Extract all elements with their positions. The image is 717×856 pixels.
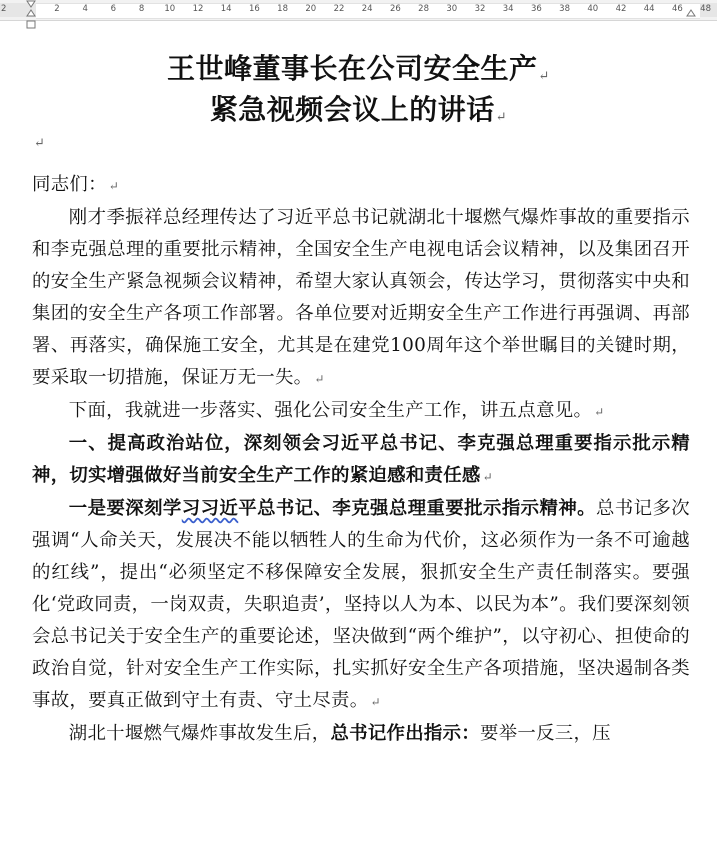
ruler-tick-label: 16 [248,4,260,14]
paragraph-2-text: 下面，我就进一步落实、强化公司安全生产工作，讲五点意见。 [68,400,593,421]
paragraph-4-text-a: 湖北十堰燃气爆炸事故发生后， [68,723,331,744]
section-heading-1 [32,428,690,493]
paragraph-3-text: 总书记多次强调“人命关天，发展决不能以牺牲人的生命为代价，这必须作为一条不可逾越的红线”，提出“必须坚定不移保障安全发展，狠抓安全生产责任制落实。要强化‘党政同责，一岗双责，失职追责’，坚持以人为本、以民为本”。我们要深刻领会总书记关于安全生产的重要论述，坚决做到“两个维护”，以守初心、担使命的政治自觉，针对安全生产工作实际，扎实抓好安全生产各项措施，坚决遏制各类事故，要真正做到守土有责、守土尽责。 [32,498,690,711]
paragraph-4-text-b: 要举一反三，压 [480,723,611,744]
paragraph-1-text: 刚才季振祥总经理传达了习近平总书记就湖北十堰燃气爆炸事故的重要指示和李克强总理的重要批示精神，全国安全生产电视电话会议精神，以及集团召开的安全生产紧急视频会议精神，希望大家认真领会，传达学习，贯彻落实中央和集团的安全生产各项工作部署。各单位要对近期安全生产工作进行再强调、再部署、再落实，确保施工安全，尤其是在建党100周年这个举世瞩目的关键时期，要采取一切措施，保证万无一失。 [32,207,690,388]
paragraph-mark-icon: ↵ [314,372,325,386]
paragraph-mark-icon: ↵ [495,109,508,124]
document-title-line-1 [0,47,717,87]
paragraph-mark-icon: ↵ [594,405,605,419]
paragraph-mark-icon: ↵ [34,136,45,151]
document-title-line-2 [0,88,717,128]
body-paragraph-3 [32,493,690,718]
ruler-tick-label: 46 [671,4,683,14]
title-line-1-text: 王世峰董事长在公司安全生产 [167,54,538,85]
document-body[interactable] [32,169,690,750]
paragraph-4-bold: 总书记作出指示： [330,723,480,744]
paragraph-mark-icon: ↵ [108,179,120,193]
ruler-tick-label: 26 [389,4,401,14]
ruler-tick-label: 42 [615,4,627,14]
ruler-tick-label: 8 [138,4,145,14]
right-indent-icon[interactable] [686,4,696,18]
ruler-tick-label: 48 [700,4,712,14]
ruler-tick-label: 36 [530,4,542,14]
paragraph-mark-icon: ↵ [538,68,550,83]
ruler-tick-label: 20 [305,4,317,14]
ruler-tick-label: 28 [418,4,430,14]
first-line-indent-icon[interactable] [26,0,36,20]
ruler-tick-label: 24 [361,4,373,14]
ruler-tick-label: 22 [333,4,345,14]
body-paragraph-1 [32,202,690,395]
spelling-error-word[interactable]: 习习近 [181,498,239,519]
title-line-2-text: 紧急视频会议上的讲话 [209,95,495,126]
body-paragraph-2 [32,395,690,428]
ruler-tick-label: 2 [54,4,60,14]
ruler-tick-label: 30 [446,4,458,14]
body-paragraph-4 [32,718,690,750]
ruler-tick-label: 18 [277,4,289,14]
horizontal-ruler[interactable] [0,0,717,21]
ruler-tick-label: 6 [110,4,117,14]
section-heading-1-text: 一、提高政治站位，深刻领会习近平总书记、李克强总理重要指示批示精神，切实增强做好当前安全生产工作的紧迫感和责任感 [32,433,690,486]
ruler-tick-label: 2 [1,4,7,14]
ruler-tick-label: 32 [474,4,486,14]
ruler-tick-label: 10 [164,4,176,14]
paragraph-3-lead-b: 平总书记、李克强总理重要批示指示精神。 [238,498,596,519]
paragraph-3-lead-a: 一是要深刻学 [68,498,182,519]
paragraph-mark-icon: ↵ [370,695,381,709]
left-indent-icon[interactable] [26,20,36,30]
paragraph-mark-icon: ↵ [482,470,493,484]
salutation-text: 同志们： [32,174,107,195]
ruler-tick-label: 14 [220,4,232,14]
ruler-tick-label: 4 [82,4,88,14]
ruler-tick-label: 38 [559,4,571,14]
ruler-tick-label: 44 [643,4,655,14]
salutation [32,169,690,202]
ruler-tick-label: 12 [192,4,204,14]
ruler-tick-label: 40 [587,4,599,14]
ruler-tick-label: 34 [502,4,514,14]
